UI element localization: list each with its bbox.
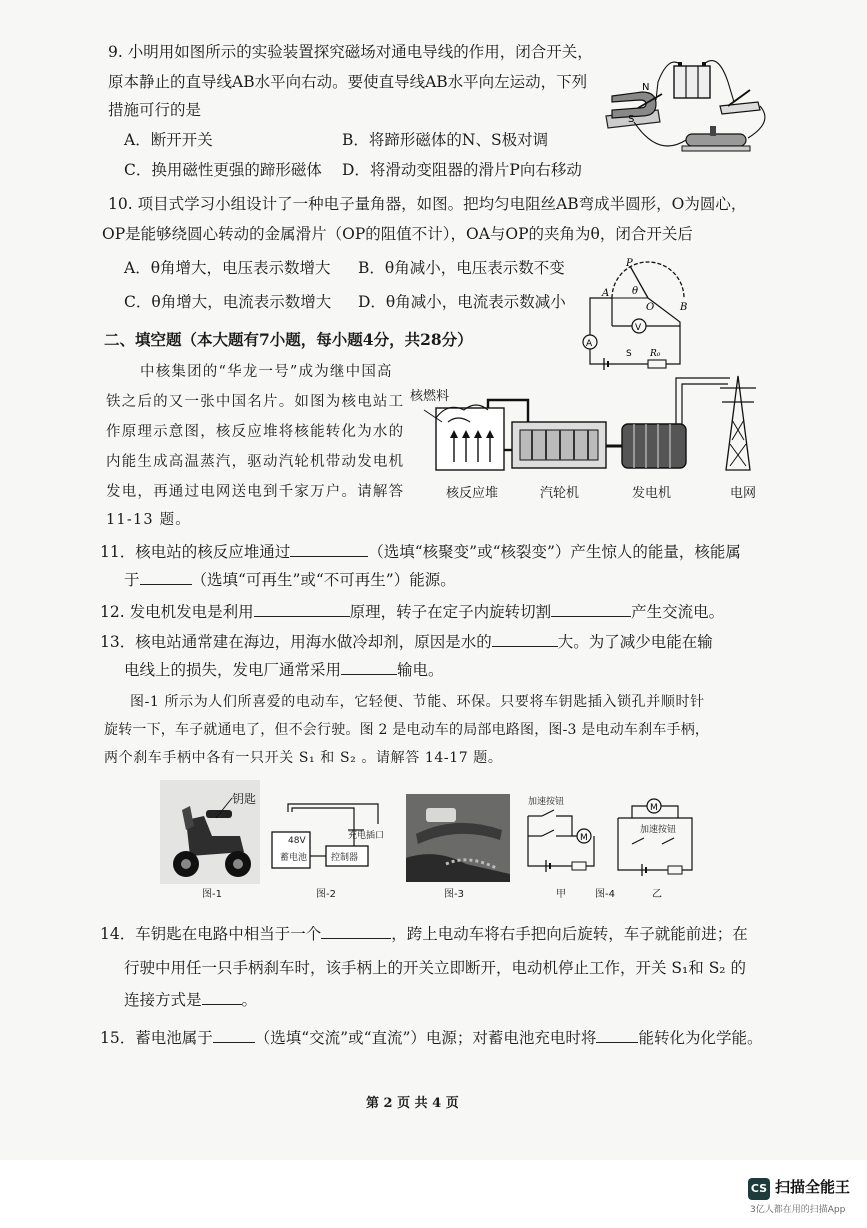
q11-text-c: 于 bbox=[124, 571, 140, 589]
q15-text-a: 15．蓄电池属于 bbox=[100, 1029, 213, 1047]
q11-line2 bbox=[124, 570, 456, 590]
q14-line2: 行驶中用任一只手柄刹车时，该手柄上的开关立即断开，电动机停止工作，开关 S₁和 S₂ 的 bbox=[124, 959, 746, 977]
motor-m-yi: M bbox=[650, 803, 658, 813]
point-o-label: O bbox=[646, 302, 655, 313]
q9-line1: 9. 小明用如图所示的实验装置探究磁场对通电导线的作用，闭合开关， bbox=[108, 43, 593, 61]
nuclear-intro-line4: 内能生成高温蒸汽，驱动汽轮机带动发电机 bbox=[106, 454, 405, 470]
ammeter-label: A bbox=[586, 339, 593, 349]
key-label: 钥匙 bbox=[232, 792, 257, 806]
q12-text-a: 12. 发电机发电是利用 bbox=[100, 603, 254, 621]
nuclear-intro-line5: 发电，再通过电网送电到千家万户。请解答 bbox=[106, 484, 405, 500]
grid-label: 电网 bbox=[730, 486, 757, 501]
accel-button-label-jia: 加速按钮 bbox=[528, 797, 565, 807]
q10-line1: 10. 项目式学习小组设计了一种电子量角器，如图。把均匀电阻丝AB弯成半圆形，O为圆心， bbox=[108, 195, 747, 213]
point-p-label: P bbox=[626, 258, 633, 269]
q10-protractor-circuit bbox=[570, 252, 710, 372]
q14-text-a: 14．车钥匙在电路中相当于一个 bbox=[100, 925, 322, 943]
camscanner-logo: CS bbox=[748, 1178, 770, 1200]
camscanner-name: 扫描全能王 bbox=[775, 1178, 851, 1196]
magnet-n-label: N bbox=[642, 82, 650, 93]
nuclear-intro-line2: 铁之后的又一张中国名片。如图为核电站工 bbox=[106, 394, 405, 410]
q13-text-b: 大。为了减少电能在输 bbox=[557, 633, 713, 651]
48v-label: 48V bbox=[288, 836, 306, 846]
accel-button-label-yi: 加速按钮 bbox=[640, 825, 677, 835]
q10-option-d: D．θ角减小，电流表示数减小 bbox=[358, 293, 566, 311]
camscanner-tagline: 3亿人都在用的扫描App bbox=[750, 1205, 846, 1215]
q13-text-c: 电线上的损失，发电厂通常采用 bbox=[124, 661, 342, 679]
q9-option-b: B．将蹄形磁体的N、S极对调 bbox=[342, 131, 549, 149]
q12-text-b: 原理，转子在定子内旋转切割 bbox=[349, 603, 552, 621]
q14-text-d: 。 bbox=[241, 991, 258, 1009]
q9-option-c: C．换用磁性更强的蹄形磁体 bbox=[124, 161, 322, 179]
q14-text-c: 连接方式是 bbox=[124, 991, 202, 1009]
q11-blank-2[interactable] bbox=[140, 570, 192, 585]
point-a-label: A bbox=[602, 288, 610, 299]
figure4-caption: 图-4 bbox=[595, 889, 615, 900]
page-number: 第 2 页 共 4 页 bbox=[366, 1096, 459, 1111]
theta-label: θ bbox=[632, 286, 639, 297]
r0-label: R₀ bbox=[650, 349, 661, 359]
q14-text-b: ，跨上电动车将右手把向后旋转，车子就能前进；在 bbox=[391, 925, 748, 943]
q14-blank-1[interactable] bbox=[321, 924, 391, 939]
q11-text-b: （选填“核聚变”或“核裂变”）产生惊人的能量，核能属 bbox=[368, 543, 741, 561]
q13-text-a: 13．核电站通常建在海边，用海水做冷却剂，原因是水的 bbox=[100, 633, 492, 651]
q15-blank-2[interactable] bbox=[596, 1028, 638, 1043]
q12-text-c: 产生交流电。 bbox=[631, 603, 725, 621]
charge-port-label: 充电插口 bbox=[348, 831, 385, 841]
ebike-intro-line2: 旋转一下，车子就通电了，但不会行驶。图 2 是电动车的局部电路图，图-3 是电动车刹车手柄， bbox=[104, 722, 710, 738]
nuclear-plant-diagram bbox=[408, 370, 778, 480]
nuclear-intro-line3: 作原理示意图，核反应堆将核能转化为水的 bbox=[106, 424, 405, 440]
q12-line bbox=[100, 602, 724, 622]
point-b-label: B bbox=[680, 302, 688, 313]
q9-option-a: A．断开开关 bbox=[124, 131, 213, 149]
q11-text-a: 11．核电站的核反应堆通过 bbox=[100, 543, 291, 561]
q13-blank-2[interactable] bbox=[341, 660, 397, 675]
brake-handle-photo bbox=[406, 794, 510, 882]
q15-text-b: （选填“交流”或“直流”）电源；对蓄电池充电时将 bbox=[254, 1029, 597, 1047]
q13-text-d: 输电。 bbox=[397, 661, 444, 679]
q15-text-c: 能转化为化学能。 bbox=[638, 1029, 763, 1047]
q11-blank-1[interactable] bbox=[290, 542, 368, 557]
q10-option-b: B．θ角减小，电压表示数不变 bbox=[358, 259, 565, 277]
q11-line1 bbox=[100, 542, 741, 562]
switch-s-label: S bbox=[626, 349, 632, 359]
q10-option-c: C．θ角增大，电流表示数增大 bbox=[124, 293, 332, 311]
q15-line bbox=[100, 1028, 762, 1048]
figure1-caption: 图-1 bbox=[202, 889, 222, 900]
q15-blank-1[interactable] bbox=[213, 1028, 255, 1043]
q9-apparatus-figure bbox=[598, 52, 778, 164]
magnet-s-label: S bbox=[628, 114, 635, 125]
circuit-yi-caption: 乙 bbox=[652, 889, 662, 900]
ebike-intro-line1: 图-1 所示为人们所喜爱的电动车，它轻便、节能、环保。只要将车钥匙插入锁孔并顺时针 bbox=[130, 694, 705, 710]
q9-line2: 原本静止的直导线AB水平向右动。要使直导线AB水平向左运动，下列 bbox=[108, 73, 588, 91]
voltmeter-label: V bbox=[635, 323, 642, 333]
controller-label: 控制器 bbox=[331, 853, 359, 863]
q10-line2: OP是能够绕圆心转动的金属滑片（OP的阻值不计），OA与OP的夹角为θ，闭合开关后 bbox=[102, 225, 693, 243]
nuclear-intro-line6: 11-13 题。 bbox=[106, 512, 192, 528]
turbine-label: 汽轮机 bbox=[540, 486, 580, 501]
q14-line3 bbox=[124, 990, 257, 1010]
motor-m-jia: M bbox=[580, 833, 588, 843]
battery-label: 蓄电池 bbox=[280, 853, 308, 863]
circuit-jia-caption: 甲 bbox=[556, 889, 566, 900]
q11-text-d: （选填“可再生”或“不可再生”）能源。 bbox=[191, 571, 456, 589]
generator-label: 发电机 bbox=[632, 486, 672, 501]
figure3-caption: 图-3 bbox=[444, 889, 464, 900]
q9-line3: 措施可行的是 bbox=[108, 101, 202, 119]
ebike-circuit-diagrams bbox=[522, 796, 702, 882]
q10-option-a: A．θ角增大，电压表示数增大 bbox=[124, 259, 331, 277]
q13-line2 bbox=[124, 660, 444, 680]
q14-blank-2[interactable] bbox=[202, 990, 242, 1005]
nuclear-intro-line1: 中核集团的“华龙一号”成为继中国高 bbox=[140, 364, 393, 380]
q12-blank-1[interactable] bbox=[254, 602, 350, 617]
ebike-intro-line3: 两个刹车手柄中各有一只开关 S₁ 和 S₂ 。请解答 14-17 题。 bbox=[104, 750, 503, 766]
q12-blank-2[interactable] bbox=[551, 602, 631, 617]
figure2-caption: 图-2 bbox=[316, 889, 336, 900]
scanner-footer-bar bbox=[0, 1160, 867, 1228]
fuel-label: 核燃料 bbox=[410, 389, 450, 404]
q9-option-d: D．将滑动变阻器的滑片P向右移动 bbox=[342, 161, 582, 179]
reactor-label: 核反应堆 bbox=[446, 486, 499, 501]
q13-blank-1[interactable] bbox=[492, 632, 558, 647]
q14-line1 bbox=[100, 924, 748, 944]
q13-line1 bbox=[100, 632, 713, 652]
section-2-heading: 二、填空题（本大题有7小题，每小题4分，共28分） bbox=[104, 330, 473, 349]
